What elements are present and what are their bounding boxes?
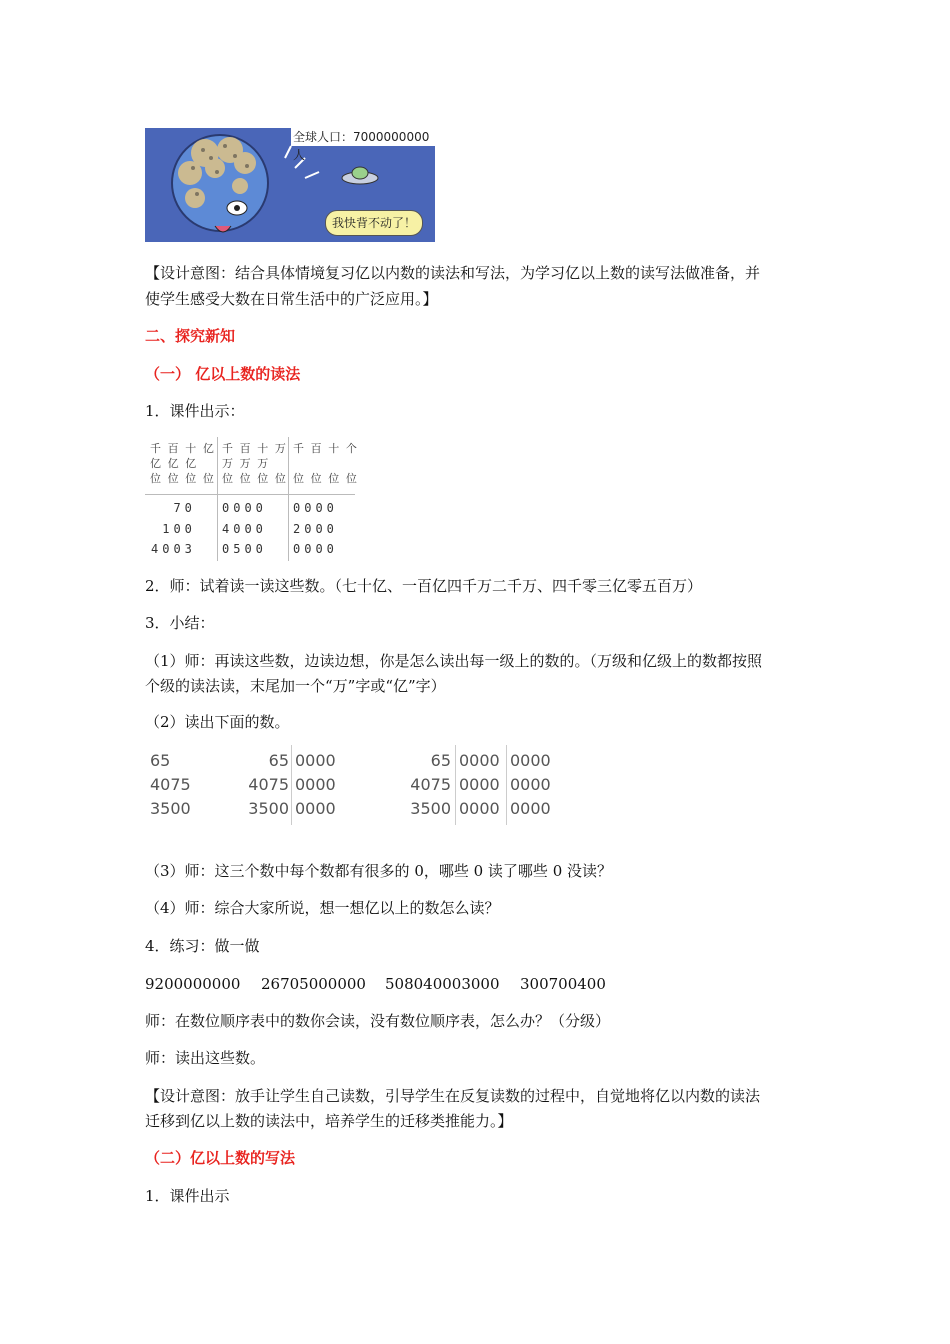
practice-number: 26705000000 — [261, 975, 366, 993]
col3c-row3: 0000 — [510, 799, 551, 818]
summary-1-line-2: 个级的读法读，末尾加一个“万”字或“亿”字） — [145, 677, 446, 695]
col3a-row3: 3500 — [410, 799, 451, 818]
col2b-row1: 0000 — [295, 751, 336, 770]
speech-bubble: 我快背不动了！ — [325, 210, 423, 236]
summary-2: （2）读出下面的数。 — [145, 713, 290, 731]
chart-row-2-ge: 2000 — [293, 522, 338, 536]
summary-3: （3）师：这三个数中每个数都有很多的 0，哪些 0 读了哪些 0 没读？ — [145, 862, 613, 880]
chart-row-1-ge: 0000 — [293, 501, 338, 515]
chart-row-2-wan: 4000 — [222, 522, 267, 536]
chart-row-1-wan: 0000 — [222, 501, 267, 515]
item-5: 1．课件出示 — [145, 1187, 230, 1205]
col3c-row1: 0000 — [510, 751, 551, 770]
summary-4: （4）师：综合大家所说，想一想亿以上的数怎么读？ — [145, 899, 500, 917]
subsection-title-writing: （二）亿以上数的写法 — [145, 1149, 296, 1167]
col2a-row1: 65 — [268, 751, 289, 770]
item-1: 1．课件出示： — [145, 402, 245, 420]
chart-row-3-ge: 0000 — [293, 542, 338, 556]
population-illustration — [145, 128, 435, 242]
chart-header-wan: 千 百 十 万 万 万 万 位 位 位 位 — [222, 442, 286, 485]
chart-row-3-wan: 0500 — [222, 542, 267, 556]
col3b-row2: 0000 — [459, 775, 500, 794]
chart-header-yi: 千 百 十 亿 亿 亿 亿 位 位 位 位 — [150, 442, 214, 485]
place-value-chart — [145, 437, 355, 561]
reading-numbers-table — [145, 745, 565, 825]
chart-row-2-yi: 100 — [151, 522, 196, 536]
col3b-row1: 0000 — [459, 751, 500, 770]
col3b-row3: 0000 — [459, 799, 500, 818]
design-intent-2-line-2: 迁移到亿以上数的读法中，培养学生的迁移类推能力。】 — [145, 1112, 513, 1130]
teacher-line-1: 师：在数位顺序表中的数你会读，没有数位顺序表，怎么办？（分级） — [145, 1012, 611, 1030]
col1-row3: 3500 — [150, 799, 191, 818]
item-4: 4．练习：做一做 — [145, 937, 260, 955]
teacher-line-2: 师：读出这些数。 — [145, 1049, 266, 1067]
col1-row2: 4075 — [150, 775, 191, 794]
col2a-row2: 4075 — [248, 775, 289, 794]
col3a-row1: 65 — [430, 751, 451, 770]
chart-header-ge: 千 百 十 个 位 位 位 位 — [293, 442, 357, 485]
practice-number: 9200000000 — [145, 975, 241, 993]
design-intent-2-line-1: 【设计意图：放手让学生自己读数，引导学生在反复读数的过程中，自觉地将亿以内数的读法 — [145, 1087, 761, 1105]
col3c-row2: 0000 — [510, 775, 551, 794]
practice-numbers — [145, 973, 645, 995]
design-intent-line-1: 【设计意图：结合具体情境复习亿以内数的读法和写法，为学习亿以上数的读写法做准备，并 — [145, 264, 761, 282]
population-caption: 全球人口：7000000000人 — [291, 128, 435, 146]
summary-1-line-1: （1）师：再读这些数，边读边想，你是怎么读出每一级上的数的。（万级和亿级上的数都按照 — [145, 652, 763, 670]
practice-number: 300700400 — [520, 975, 606, 993]
chart-row-1-yi: 70 — [151, 501, 196, 515]
col2b-row3: 0000 — [295, 799, 336, 818]
col3a-row2: 4075 — [410, 775, 451, 794]
item-3: 3．小结： — [145, 614, 215, 632]
practice-number: 508040003000 — [385, 975, 500, 993]
design-intent-line-2: 使学生感受大数在日常生活中的广泛应用。】 — [145, 290, 438, 308]
item-2: 2．师：试着读一读这些数。（七十亿、一百亿四千万二千万、四千零三亿零五百万） — [145, 577, 703, 595]
section-title: 二、探究新知 — [145, 327, 236, 345]
col1-row1: 65 — [150, 751, 171, 770]
chart-row-3-yi: 4003 — [151, 542, 196, 556]
subsection-title-reading: （一） 亿以上数的读法 — [145, 365, 301, 383]
col2a-row3: 3500 — [248, 799, 289, 818]
col2b-row2: 0000 — [295, 775, 336, 794]
